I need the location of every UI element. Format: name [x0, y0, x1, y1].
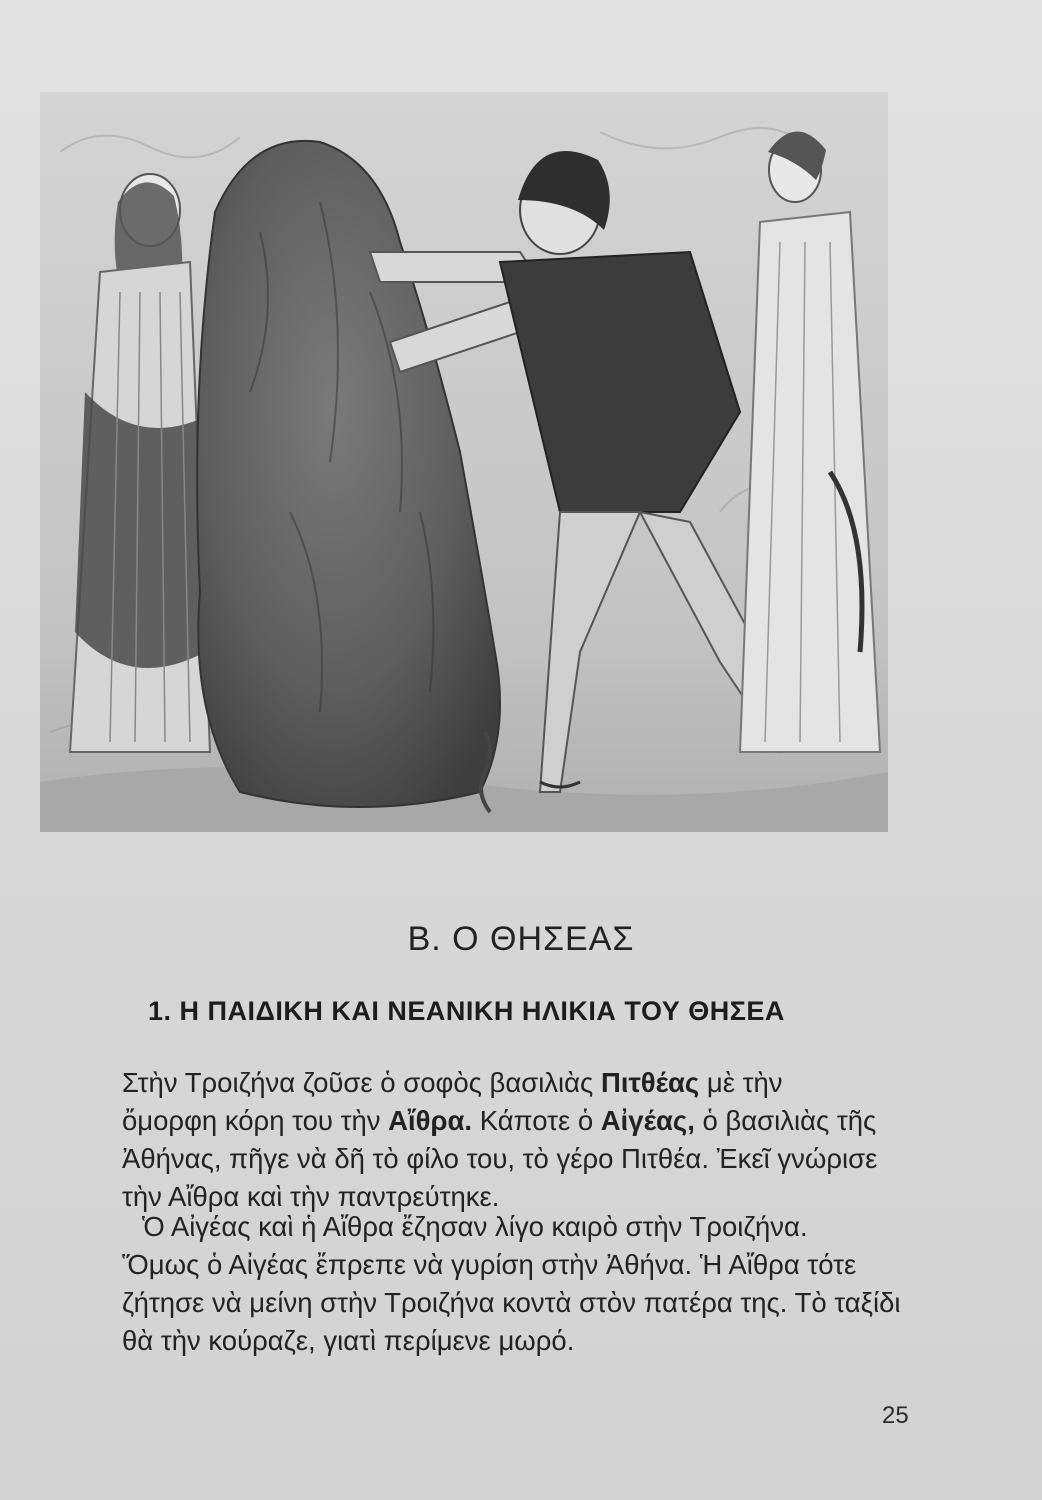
name-pittheas: Πιτθέας [600, 1067, 700, 1098]
theseus-rock-illustration [40, 92, 888, 832]
paragraph-2 [122, 1208, 912, 1360]
chapter-heading: 1. Η ΠΑΙΔΙΚΗ ΚΑΙ ΝΕΑΝΙΚΗ ΗΛΙΚΙΑ ΤΟΥ ΘΗΣΕΑ [148, 996, 785, 1026]
name-aithra: Αἴθρα. [388, 1105, 473, 1136]
p1-line-3: Ἀθήνας, πῆγε νὰ δῆ τὸ φίλο του, τὸ γέρο Πιτθέα. Ἐκεῖ γνώρισε [122, 1143, 878, 1174]
section-title: Β. Ο ΘΗΣΕΑΣ [407, 920, 635, 958]
p1-line-1: Στὴν Τροιζήνα ζοῦσε ὁ σοφὸς βασιλιὰς Πιτθέας μὲ τὴν [122, 1067, 783, 1098]
name-aigeas: Αἰγέας, [600, 1105, 695, 1136]
page-number: 25 [882, 1402, 909, 1429]
p2-line-1: Ὁ Αἰγέας καὶ ἡ Αἴθρα ἔζησαν λίγο καιρὸ στὴν Τροιζήνα. [142, 1211, 808, 1242]
p2-line-4: θὰ τὴν κούραζε, γιατὶ περίμενε μωρό. [122, 1325, 575, 1356]
p1-line-2: ὄμορφη κόρη του τὴν Αἴθρα. Κάποτε ὁ Αἰγέας, ὁ βασιλιὰς τῆς [122, 1105, 877, 1136]
p1-line-4: τὴν Αἴθρα καὶ τὴν παντρεύτηκε. [122, 1181, 500, 1212]
illustration-drawing [40, 92, 888, 832]
p2-line-3: ζήτησε νὰ μείνη στὴν Τροιζήνα κοντὰ στὸν πατέρα της. Τὸ ταξίδι [122, 1287, 901, 1318]
p2-line-2: Ὅμως ὁ Αἰγέας ἔπρεπε νὰ γυρίση στὴν Ἀθήνα. Ἡ Αἴθρα τότε [122, 1249, 857, 1280]
paragraph-1 [122, 1064, 912, 1216]
